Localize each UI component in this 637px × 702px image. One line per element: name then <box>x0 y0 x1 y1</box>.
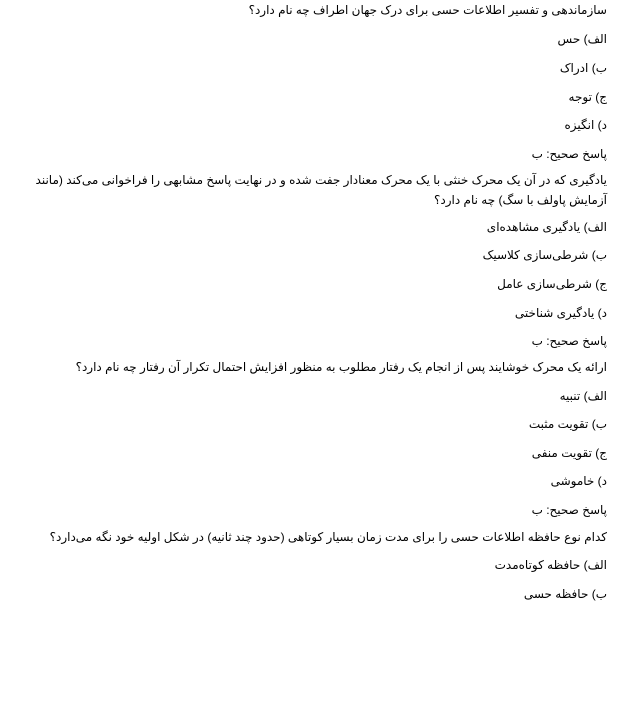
question-2-text: یادگیری که در آن یک محرک خنثی با یک محرک معنادار جفت شده و در نهایت پاسخ مشابهی را فراخوانی می‌کند (مانند آزمایش پاولف با سگ) چه نام دارد؟ <box>35 173 607 207</box>
question-3-text: ارائه یک محرک خوشایند پس از انجام یک رفتار مطلوب به منظور افزایش احتمال تکرار آن رفتار چه نام دارد؟ <box>75 360 607 374</box>
question-3-option-d: د) خاموشی <box>550 474 607 488</box>
question-3-option-b: ب) تقویت مثبت <box>528 417 607 431</box>
question-2-option-d: د) یادگیری شناختی <box>514 306 607 320</box>
question-1-text: سازماندهی و تفسیر اطلاعات حسی برای درک جهان اطراف چه نام دارد؟ <box>248 3 607 17</box>
question-4-option-a: الف) حافظه کوتاه‌مدت <box>494 558 607 572</box>
question-4-text: کدام نوع حافظه اطلاعات حسی را برای مدت زمان بسیار کوتاهی (حدود چند ثانیه) در شکل اولیه خود نگه می‌دارد؟ <box>49 530 607 544</box>
question-4-option-b: ب) حافظه حسی <box>523 587 607 601</box>
question-1-option-c: ج) توجه <box>568 90 607 104</box>
question-3-answer: پاسخ صحیح: ب <box>531 503 607 517</box>
question-2-option-a: الف) یادگیری مشاهده‌ای <box>486 220 607 234</box>
question-2-option-b: ب) شرطی‌سازی کلاسیک <box>482 248 607 262</box>
question-2-answer: پاسخ صحیح: ب <box>531 334 607 348</box>
question-3-option-c: ج) تقویت منفی <box>531 446 607 460</box>
question-1-option-a: الف) حس <box>557 32 607 46</box>
question-1-option-d: د) انگیزه <box>564 118 607 132</box>
question-1-answer: پاسخ صحیح: ب <box>531 147 607 161</box>
question-1-option-b: ب) ادراک <box>559 61 607 75</box>
question-3-option-a: الف) تنبیه <box>559 389 607 403</box>
question-2-option-c: ج) شرطی‌سازی عامل <box>497 277 607 291</box>
